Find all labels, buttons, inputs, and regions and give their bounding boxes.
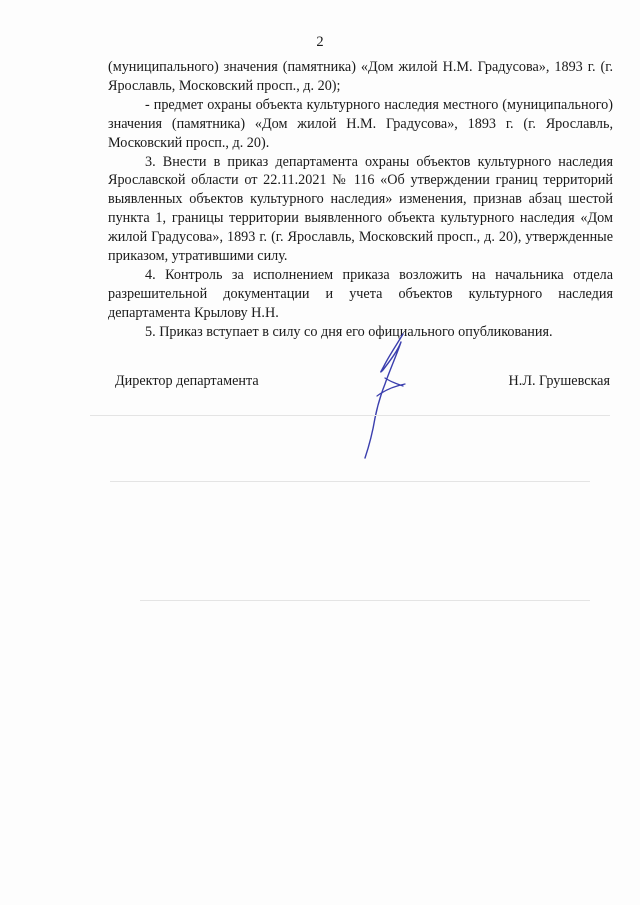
document-body [108,58,613,342]
paragraph-item-3: 3. Внести в приказ департамента охраны объектов культурного наследия Ярославской области от 22.11.2021 № 116 «Об утверждении границ территорий выявленных объектов культурного наследия» изменения, признав абзац шестой пункта 1, границы территории выявленного объекта культурного наследия «Дом жилой Градусова», 1893 г. (г. Ярославль, Московский просп., д. 20), утвержденные приказом, утратившими силу. [108,153,613,265]
paragraph-protection-subject: - предмет охраны объекта культурного наследия местного (муниципального) значения (памятника) «Дом жилой Н.М. Градусова», 1893 г. (г. Ярославль, Московский просп., д. 20). [108,96,613,151]
paragraph-item-5: 5. Приказ вступает в силу со дня его официального опубликования. [145,323,553,340]
paragraph-item-4: 4. Контроль за исполнением приказа возложить на начальника отдела разрешительной документации и учета объектов культурного наследия департамента Крылову Н.Н. [108,266,613,321]
scan-artifact-line [110,481,590,482]
scan-artifact-line [140,600,590,601]
scan-artifact-line [90,415,610,416]
signer-name: Н.Л. Грушевская [508,373,610,389]
page-number: 2 [316,34,324,50]
signer-position: Директор департамента [115,373,259,389]
handwritten-signature [345,330,425,465]
paragraph-continuation: (муниципального) значения (памятника) «Дом жилой Н.М. Градусова», 1893 г. (г. Ярославль, Московский просп., д. 20); [108,59,613,94]
